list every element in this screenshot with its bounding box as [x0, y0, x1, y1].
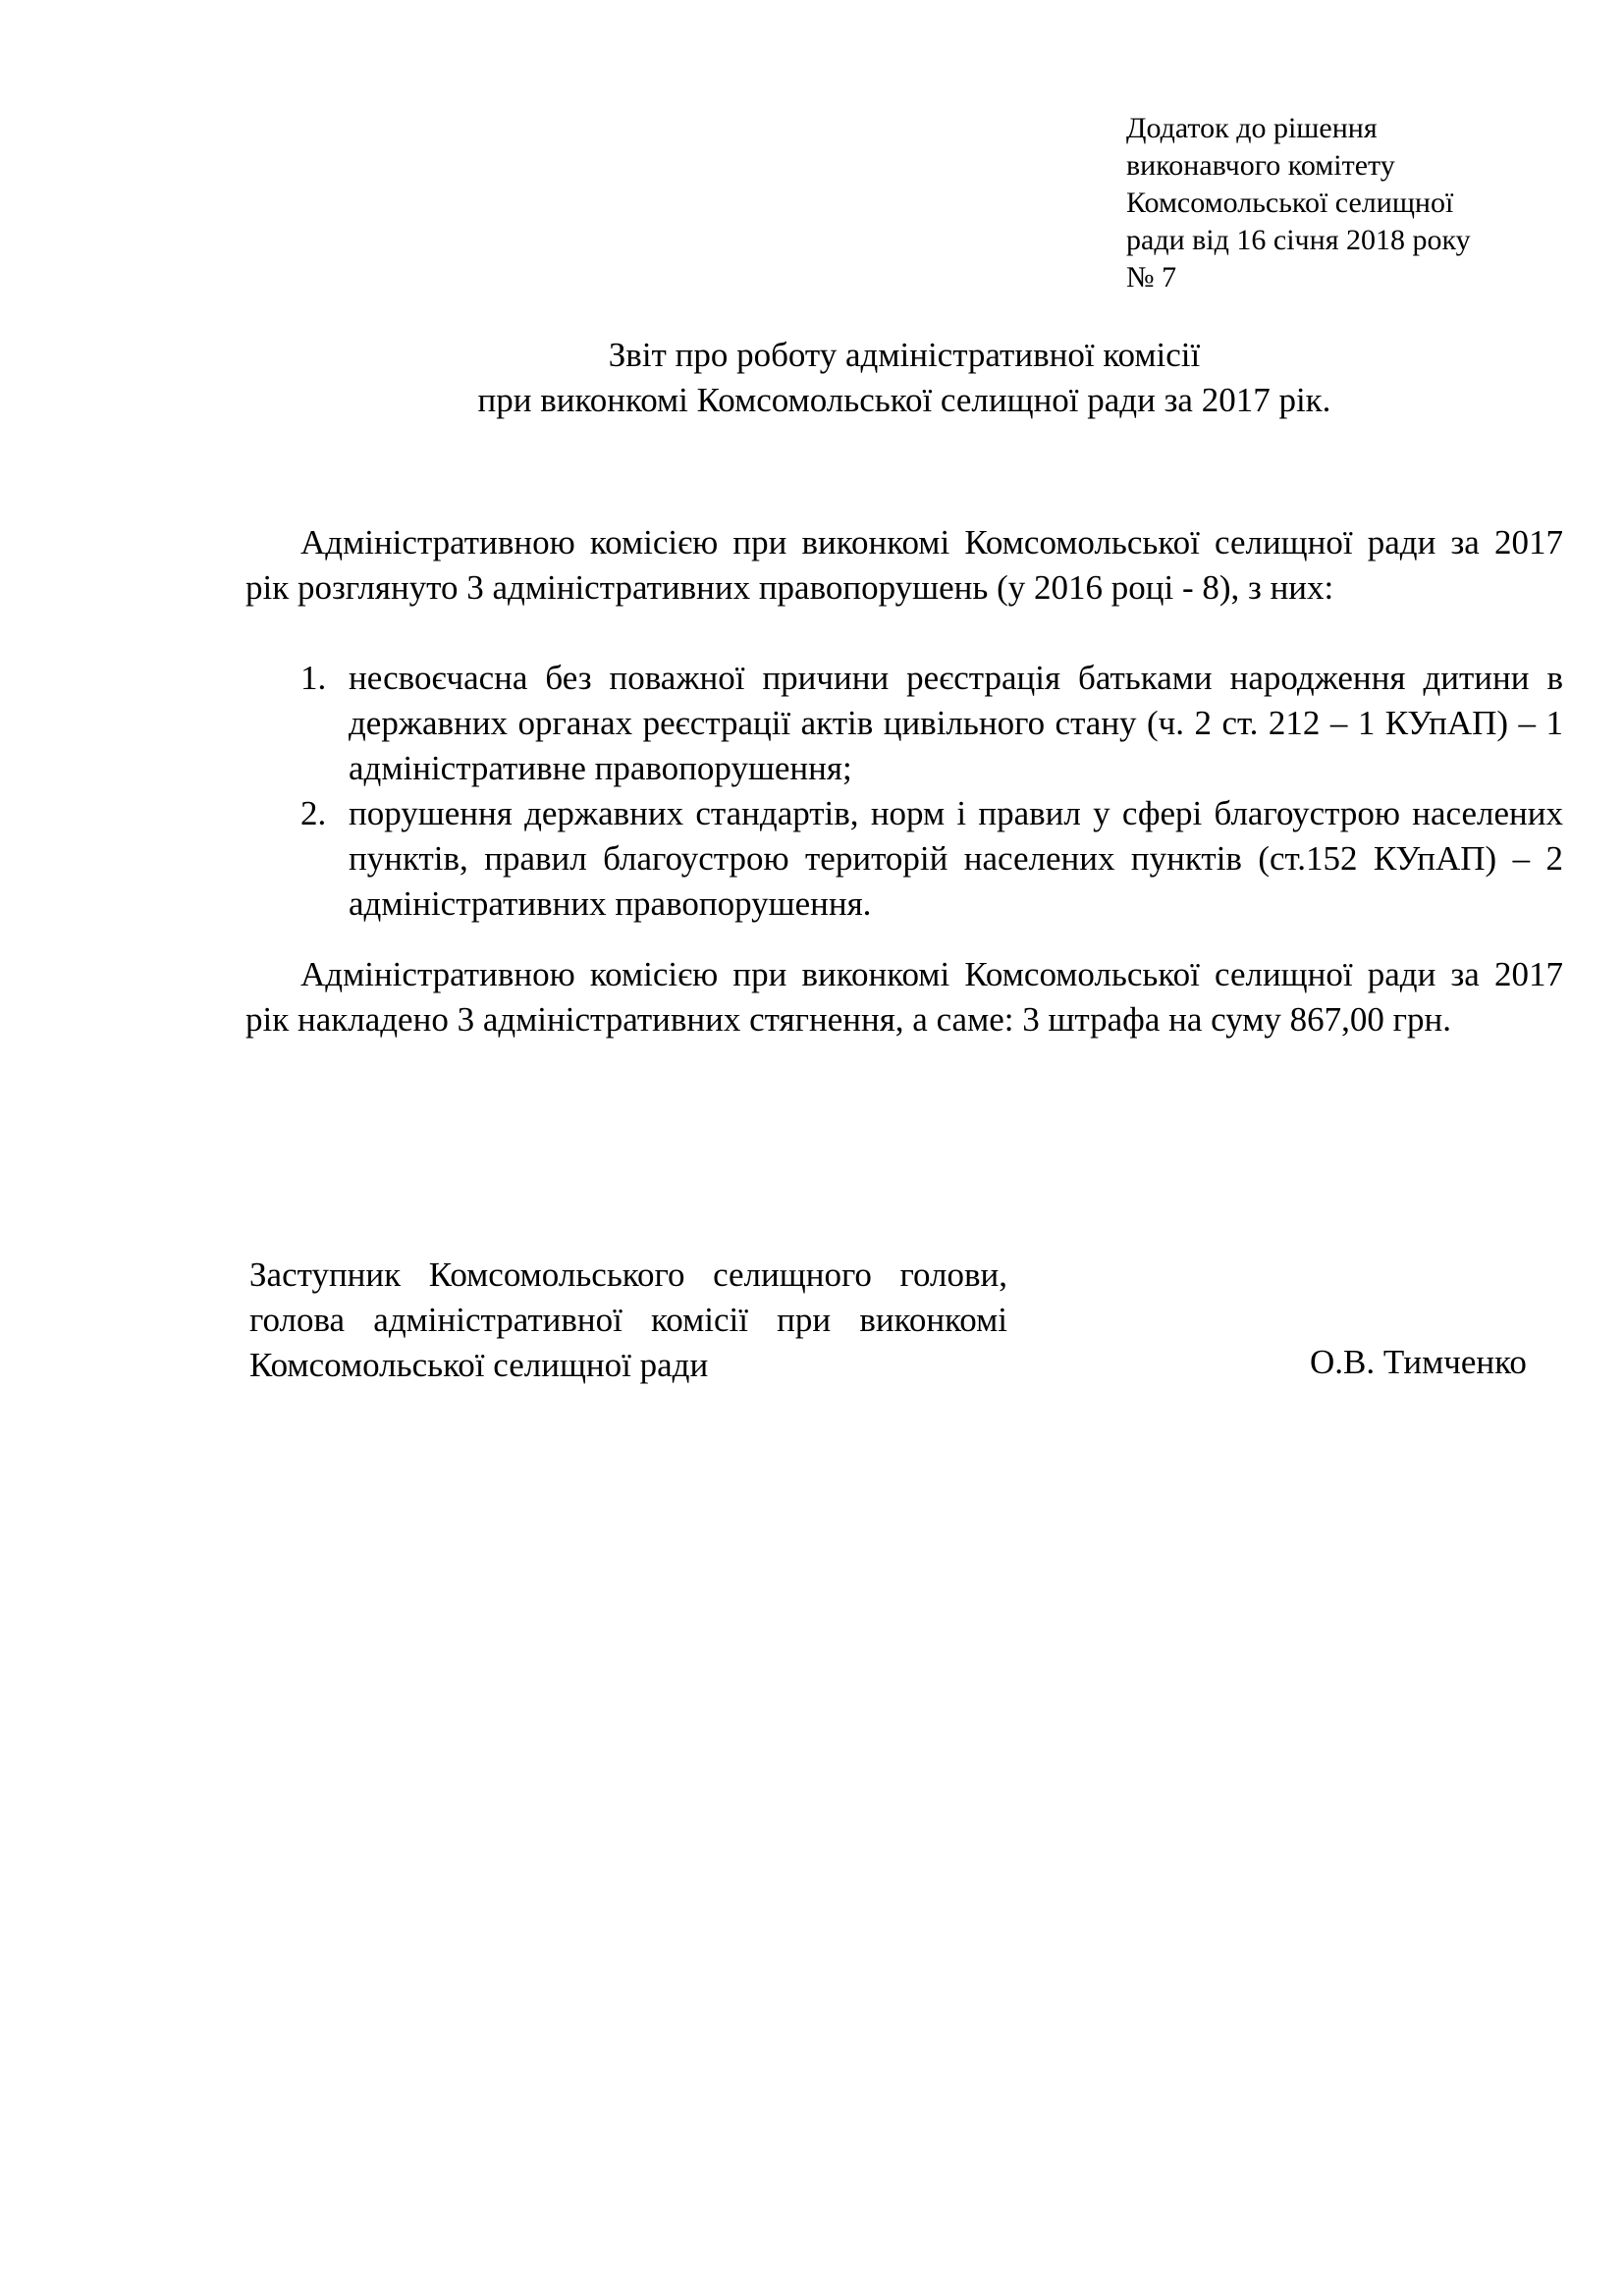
paragraph-reviewed-offenses: Адміністративною комісією при виконкомі Комсомольської селищної ради за 2017 рік розглянуто 3 адміністративних правопорушень (у 2016 році - 8), з них:: [245, 523, 1563, 607]
list-item-text: несвоєчасна без поважної причини реєстрація батьками народження дитини в державних органах реєстрації актів цивільного стану (ч. 2 ст. 212 – 1 КУпАП) – 1 адміністративне правопорушення;: [349, 659, 1563, 787]
list-item-number: 1.: [300, 659, 327, 697]
annex-line: виконавчого комітету: [1126, 149, 1395, 182]
document-title-line-1: Звіт про роботу адміністративної комісії: [608, 336, 1201, 374]
annex-line: Додаток до рішення: [1126, 112, 1378, 144]
document-title-line-2: при виконкомі Комсомольської селищної ради за 2017 рік.: [477, 381, 1331, 419]
signatory-name: О.В. Тимченко: [1310, 1343, 1527, 1381]
annex-line: Комсомольської селищної: [1126, 187, 1454, 219]
list-item: [245, 656, 1563, 791]
annex-line: № 7: [1126, 261, 1177, 294]
annex-line: ради від 16 січня 2018 року: [1126, 224, 1471, 256]
signatory-position: Заступник Комсомольського селищного голови, голова адміністративної комісії при виконкомі Комсомольської селищної ради: [249, 1255, 1007, 1384]
annex-note: [1126, 110, 1558, 296]
paragraph-penalties: Адміністративною комісією при виконкомі Комсомольської селищної ради за 2017 рік накладено 3 адміністративних стягнення, а саме: 3 штрафа на суму 867,00 грн.: [245, 955, 1563, 1039]
list-item-text: порушення державних стандартів, норм і правил у сфері благоустрою населених пунктів, правил благоустрою територій населених пунктів (ст.152 КУпАП) – 2 адміністративних правопорушення.: [349, 794, 1563, 923]
list-item-number: 2.: [300, 794, 327, 832]
list-item: [245, 791, 1563, 927]
offense-list: [245, 656, 1563, 927]
